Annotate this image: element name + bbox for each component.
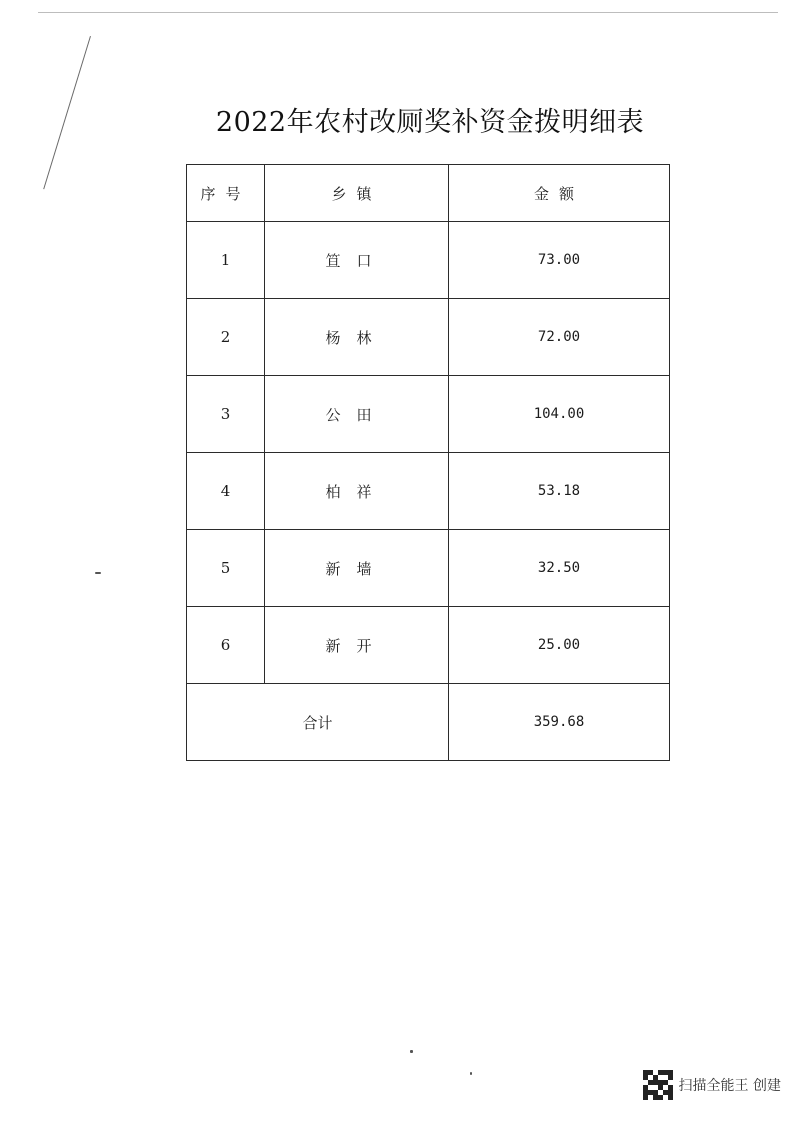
row-township: 新墙 (265, 530, 449, 607)
row-serial-number: 2 (187, 299, 265, 376)
row-serial-number: 1 (187, 222, 265, 299)
scan-speck (410, 1050, 413, 1053)
header-township: 乡镇 (265, 165, 449, 222)
row-amount: 32.50 (449, 530, 670, 607)
scanner-watermark (643, 1070, 781, 1100)
scan-top-edge (38, 12, 778, 13)
qr-code-icon (643, 1070, 673, 1100)
total-amount: 359.68 (449, 684, 670, 761)
row-serial-number: 5 (187, 530, 265, 607)
header-serial-number: 序号 (187, 165, 265, 222)
table-row (187, 607, 670, 684)
row-amount: 53.18 (449, 453, 670, 530)
grant-detail-table (186, 164, 670, 761)
scan-speck (470, 1072, 472, 1075)
table-total-row (187, 684, 670, 761)
table-row (187, 453, 670, 530)
scanner-watermark-text: 扫描全能王 创建 (678, 1078, 781, 1094)
row-township: 杨林 (265, 299, 449, 376)
table-row (187, 299, 670, 376)
header-amount: 金额 (449, 165, 670, 222)
total-label: 合计 (187, 684, 449, 761)
row-township: 柏祥 (265, 453, 449, 530)
page-title: 2022年农村改厕奖补资金拨明细表 (215, 107, 645, 138)
table-row (187, 376, 670, 453)
row-amount: 104.00 (449, 376, 670, 453)
table-row (187, 530, 670, 607)
row-amount: 25.00 (449, 607, 670, 684)
row-amount: 73.00 (449, 222, 670, 299)
table-row (187, 222, 670, 299)
row-township: 新开 (265, 607, 449, 684)
row-serial-number: 3 (187, 376, 265, 453)
row-township: 公田 (265, 376, 449, 453)
scan-speck (95, 572, 101, 574)
row-township: 笪口 (265, 222, 449, 299)
row-serial-number: 6 (187, 607, 265, 684)
row-amount: 72.00 (449, 299, 670, 376)
row-serial-number: 4 (187, 453, 265, 530)
table-header-row (187, 165, 670, 222)
